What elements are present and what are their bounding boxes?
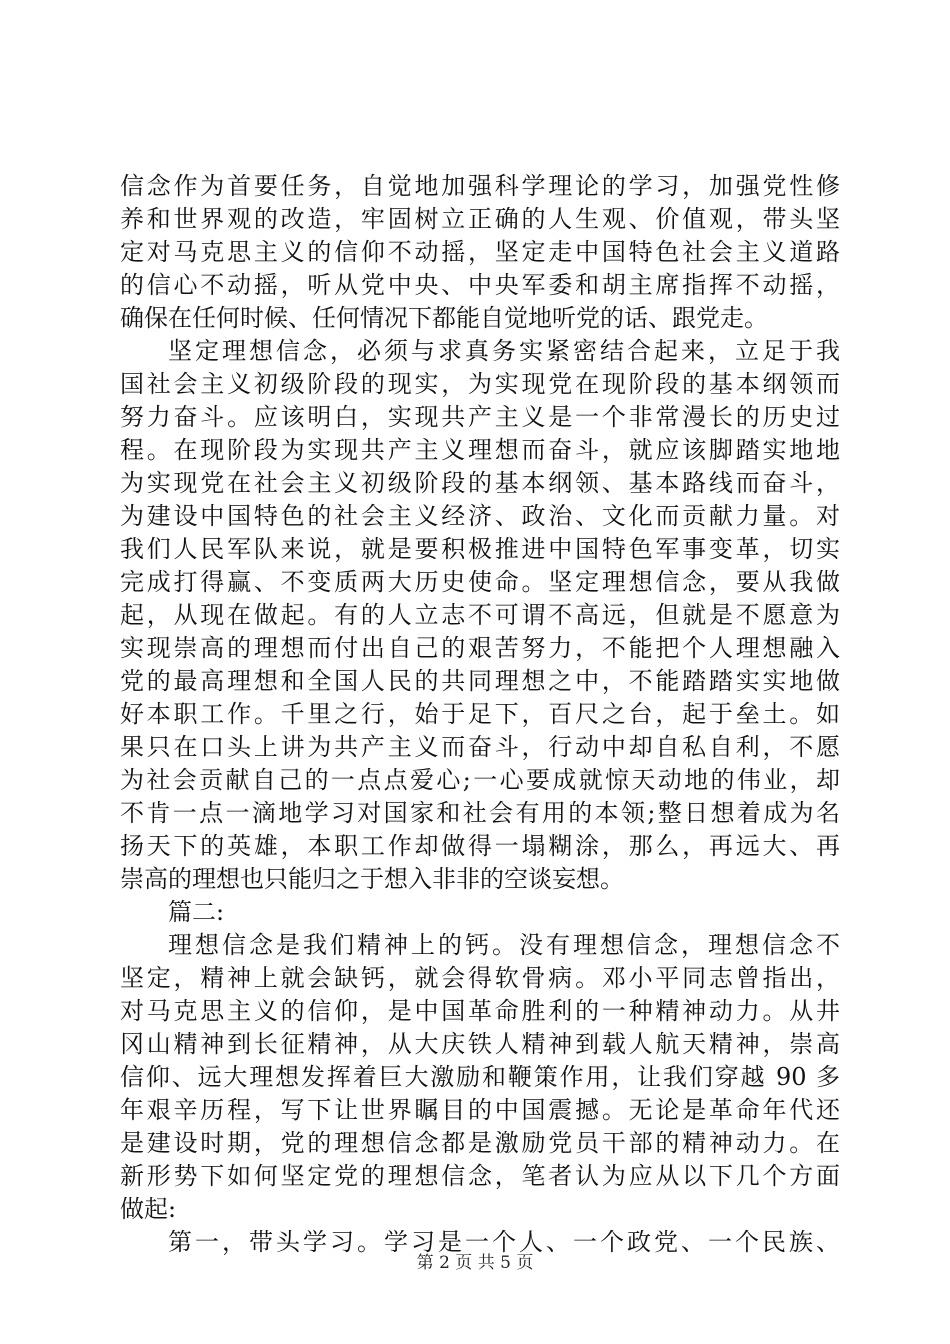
text-line: 养和世界观的改造，牢固树立正确的人生观、价值观，带头坚: [120, 205, 840, 233]
text-line: 信仰、远大理想发挥着巨大激励和鞭策作用，让我们穿越 90 多: [120, 1063, 840, 1091]
text-line: 扬天下的英雄，本职工作却做得一塌糊涂，那么，再远大、再: [120, 832, 840, 860]
text-line: 坚定，精神上就会缺钙，就会得软骨病。邓小平同志曾指出，: [120, 964, 840, 992]
text-line: 为建设中国特色的社会主义经济、政治、文化而贡献力量。对: [120, 502, 840, 530]
text-line: 第一，带头学习。学习是一个人、一个政党、一个民族、: [168, 1228, 840, 1256]
text-line: 为社会贡献自己的一点点爱心;一心要成就惊天动地的伟业，却: [120, 766, 840, 794]
text-line: 对马克思主义的信仰，是中国革命胜利的一种精神动力。从井: [120, 997, 840, 1025]
text-line: 果只在口头上讲为共产主义而奋斗，行动中却自私自利，不愿: [120, 733, 840, 761]
text-line: 程。在现阶段为实现共产主义理想而奋斗，就应该脚踏实地地: [120, 436, 840, 464]
text-line: 确保在任何时候、任何情况下都能自觉地听党的话、跟党走。: [120, 304, 768, 332]
text-line: 年艰辛历程，写下让世界瞩目的中国震撼。无论是革命年代还: [120, 1096, 840, 1124]
text-line: 国社会主义初级阶段的现实，为实现党在现阶段的基本纲领而: [120, 370, 840, 398]
text-line: 实现崇高的理想而付出自己的艰苦努力，不能把个人理想融入: [120, 634, 840, 662]
text-line: 我们人民军队来说，就是要积极推进中国特色军事变革，切实: [120, 535, 840, 563]
text-line: 崇高的理想也只能归之于想入非非的空谈妄想。: [120, 865, 624, 893]
text-line: 党的最高理想和全国人民的共同理想之中，不能踏踏实实地做: [120, 667, 840, 695]
text-line: 坚定理想信念，必须与求真务实紧密结合起来，立足于我: [168, 337, 840, 365]
text-line: 完成打得赢、不变质两大历史使命。坚定理想信念，要从我做: [120, 568, 840, 596]
page-footer: 第 2 页 共 5 页: [416, 1253, 534, 1273]
text-line: 理想信念是我们精神上的钙。没有理想信念，理想信念不: [168, 931, 840, 959]
text-line: 起，从现在做起。有的人立志不可谓不高远，但就是不愿意为: [120, 601, 840, 629]
text-line: 努力奋斗。应该明白，实现共产主义是一个非常漫长的历史过: [120, 403, 840, 431]
text-line: 新形势下如何坚定党的理想信念，笔者认为应从以下几个方面: [120, 1162, 840, 1190]
text-line: 冈山精神到长征精神，从大庆铁人精神到载人航天精神，崇高: [120, 1030, 840, 1058]
document-body: [120, 170, 840, 1259]
text-line: 做起:: [120, 1195, 177, 1223]
text-line: 定对马克思主义的信仰不动摇，坚定走中国特色社会主义道路: [120, 238, 840, 266]
text-line: 好本职工作。千里之行，始于足下，百尺之台，起于垒土。如: [120, 700, 840, 728]
text-line: 信念作为首要任务，自觉地加强科学理论的学习，加强党性修: [120, 172, 840, 200]
text-line: 篇二:: [168, 898, 225, 926]
text-line: 是建设时期，党的理想信念都是激励党员干部的精神动力。在: [120, 1129, 840, 1157]
text-line: 为实现党在社会主义初级阶段的基本纲领、基本路线而奋斗，: [120, 469, 840, 497]
text-line: 的信心不动摇，听从党中央、中央军委和胡主席指挥不动摇，: [120, 271, 840, 299]
text-line: 不肯一点一滴地学习对国家和社会有用的本领;整日想着成为名: [120, 799, 840, 827]
